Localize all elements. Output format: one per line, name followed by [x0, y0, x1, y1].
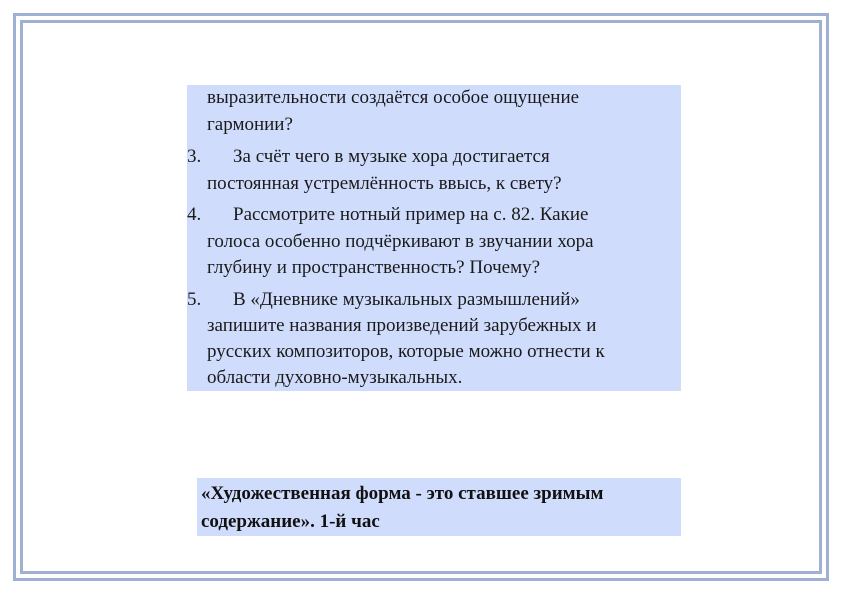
lesson-title-line-1: «Художественная форма - это ставшее зримым — [201, 483, 604, 504]
question-3-text-line-1: За счёт чего в музыке хора достигается — [233, 146, 550, 167]
question-3-text-line-2: постоянная устремлённость ввысь, к свету? — [207, 173, 562, 194]
question-5-text-line-2: запишите названия произведений зарубежных и — [207, 315, 597, 336]
question-3-number: 3. — [187, 146, 202, 167]
question-4-text-line-3: глубину и пространственность? Почему? — [207, 257, 541, 278]
question-4-text-line-1: Рассмотрите нотный пример на с. 82. Какие — [233, 204, 589, 225]
question-4-text-line-2: голоса особенно подчёркивают в звучании хора — [207, 231, 594, 252]
question-2-text-line-1: выразительности создаётся особое ощущение — [207, 87, 580, 108]
questions-block — [187, 85, 681, 391]
lesson-title-line-2: содержание». 1-й час — [201, 511, 380, 532]
question-5-text-line-4: области духовно-музыкальных. — [207, 367, 463, 388]
question-4-number: 4. — [187, 204, 202, 225]
question-2-text-line-2: гармонии? — [207, 114, 293, 135]
lesson-title-block — [197, 478, 681, 536]
question-5-text-line-1: В «Дневнике музыкальных размышлений» — [233, 289, 580, 310]
question-5-text-line-3: русских композиторов, которые можно отнести к — [207, 341, 605, 362]
question-5-number: 5. — [187, 289, 202, 310]
